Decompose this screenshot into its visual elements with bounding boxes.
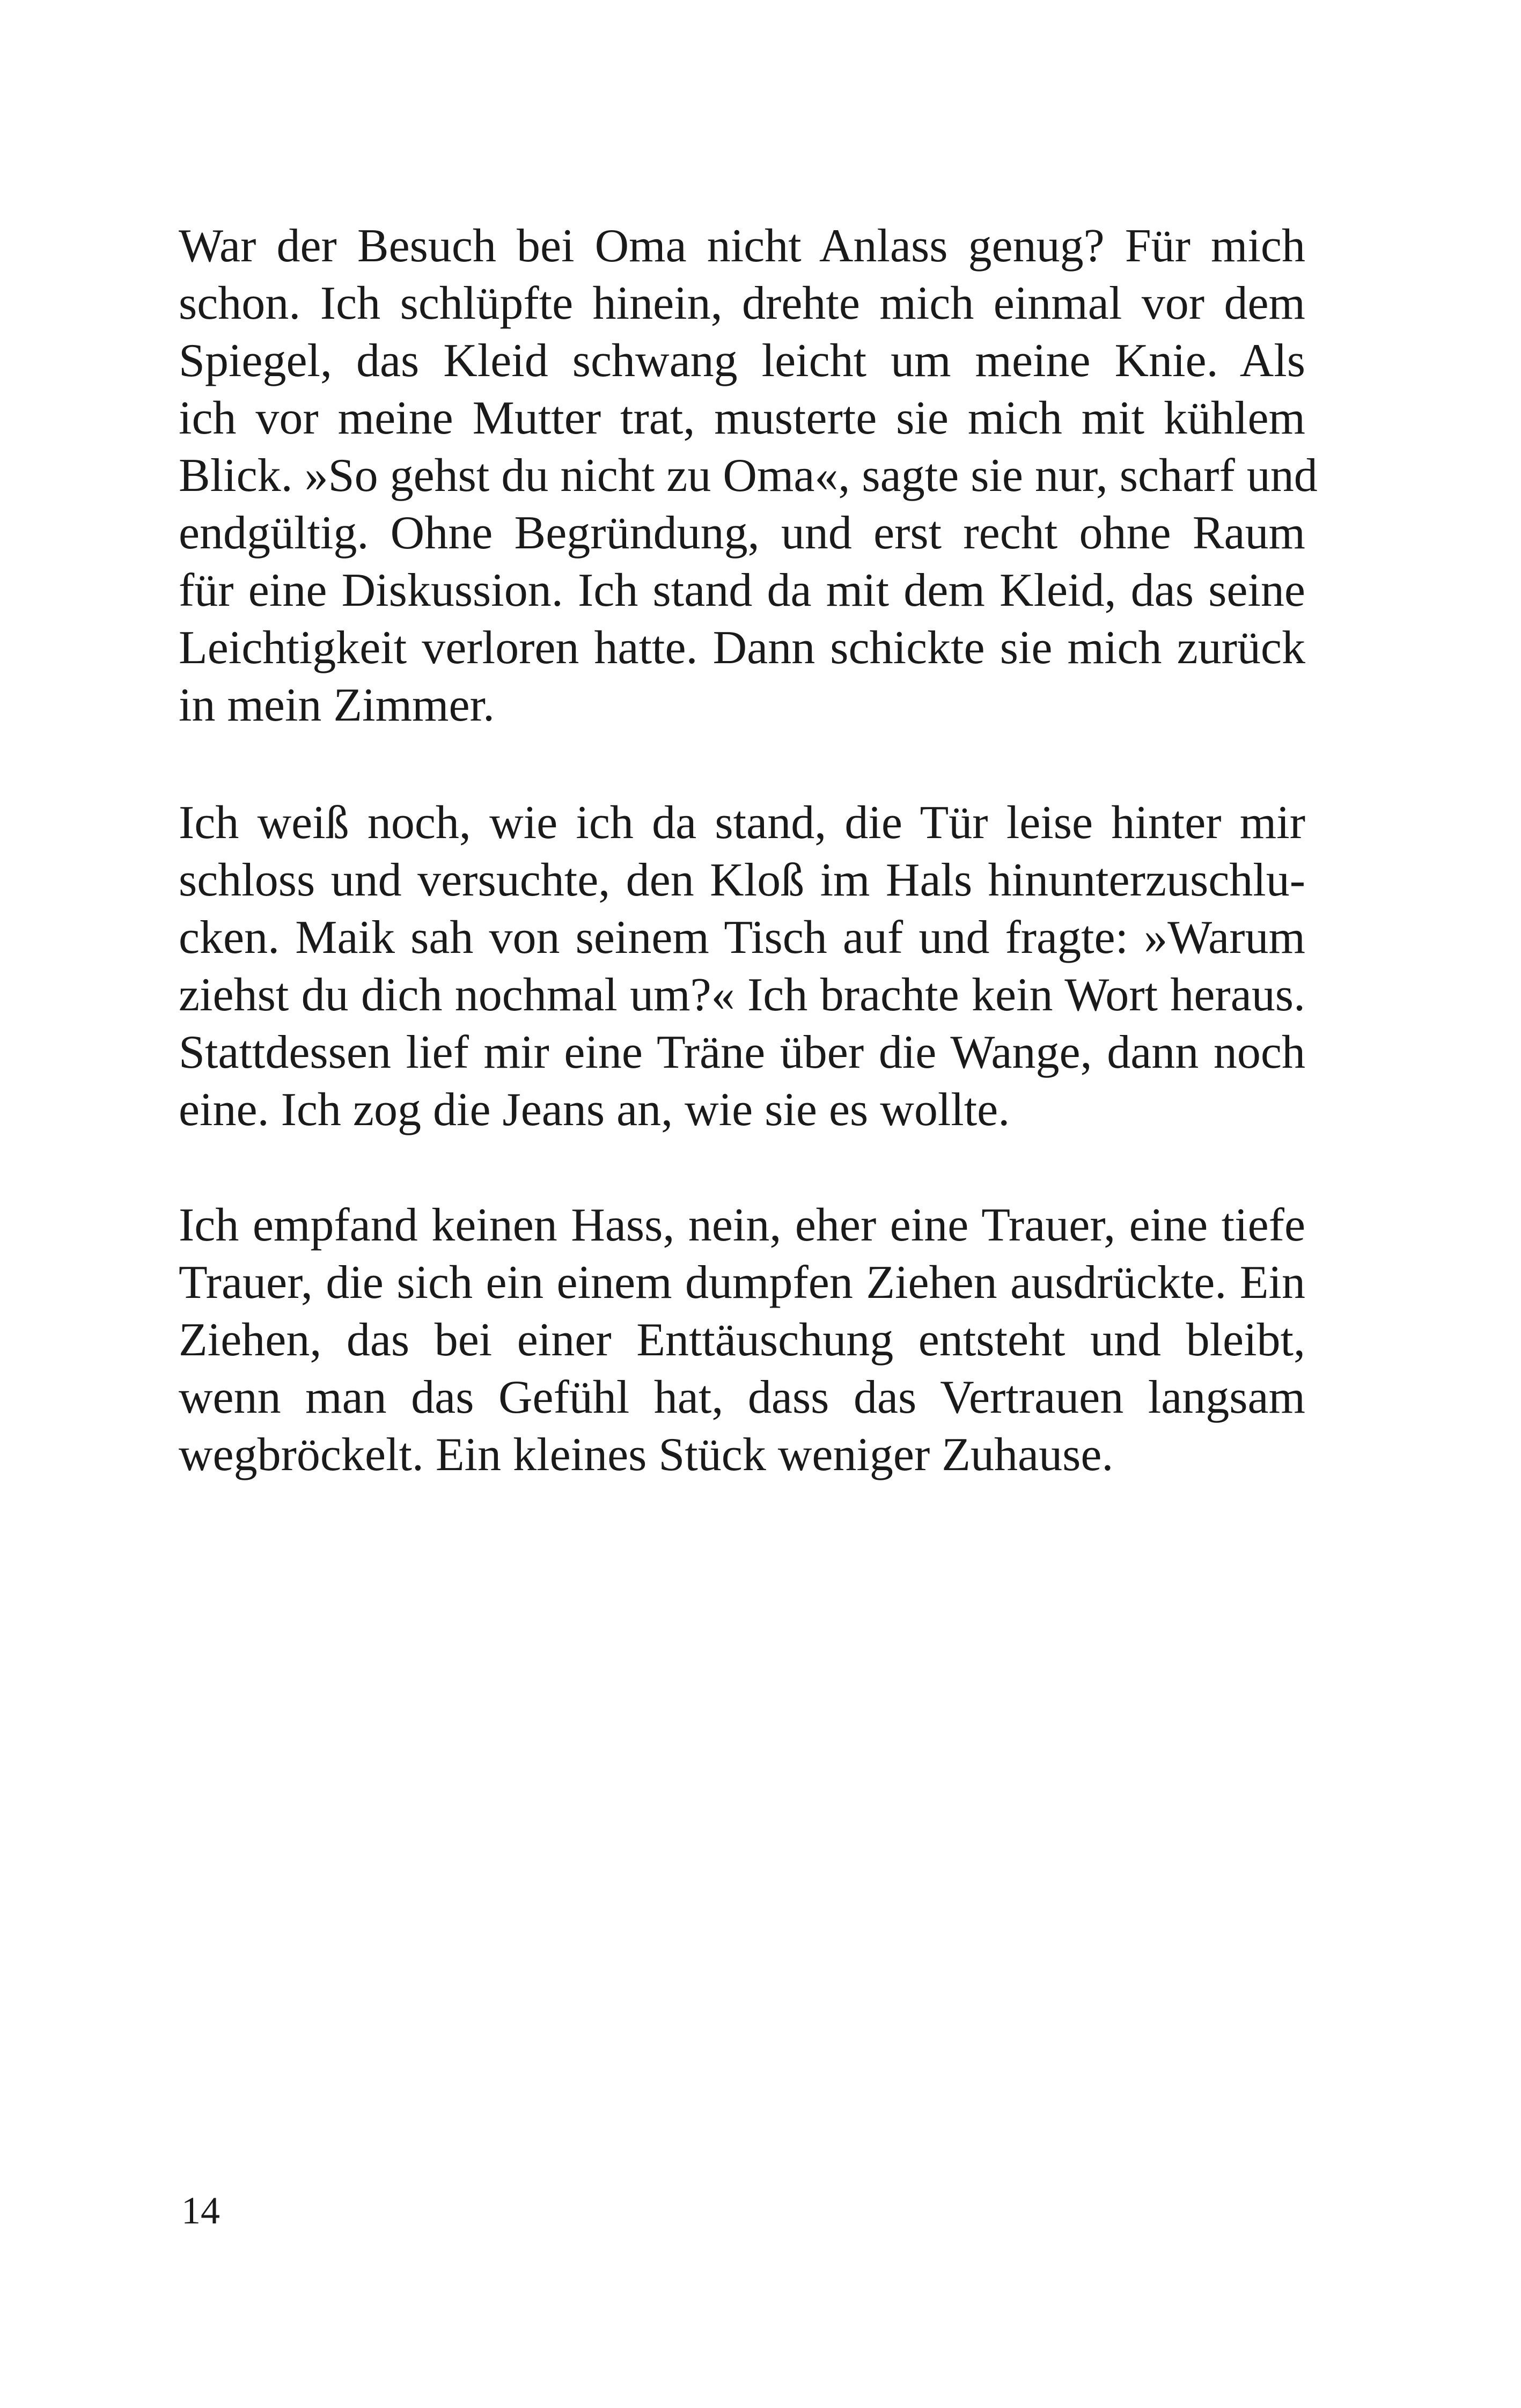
text-line: ziehst du dich nochmal um?« Ich brachte kein Wort heraus.: [179, 969, 1305, 1021]
text-line: wegbröckelt. Ein kleines Stück weniger Zuhause.: [179, 1429, 1114, 1481]
text-line: Blick. »So gehst du nicht zu Oma«, sagte sie nur, scharf und: [179, 450, 1318, 502]
text-line: eine. Ich zog die Jeans an, wie sie es wollte.: [179, 1084, 1010, 1136]
text-line: endgültig. Ohne Begründung, und erst recht ohne Raum: [179, 507, 1305, 559]
text-line: schloss und versuchte, den Kloß im Hals hinunterzuschlu-: [179, 854, 1305, 906]
text-line: schon. Ich schlüpfte hinein, drehte mich einmal vor dem: [179, 277, 1305, 329]
text-line: Trauer, die sich ein einem dumpfen Ziehen ausdrückte. Ein: [179, 1257, 1305, 1309]
text-line: in mein Zimmer.: [179, 679, 495, 731]
paragraph-2: [179, 794, 1305, 1139]
text-line: cken. Maik sah von seinem Tisch auf und fragte: »Warum: [179, 912, 1305, 964]
text-line: Ziehen, das bei einer Enttäuschung entsteht und bleibt,: [179, 1314, 1305, 1366]
text-line: Stattdessen lief mir eine Träne über die Wange, dann noch: [179, 1026, 1305, 1078]
paragraph-1: [179, 217, 1318, 734]
text-line: für eine Diskussion. Ich stand da mit dem Kleid, das seine: [179, 564, 1305, 616]
text-line: War der Besuch bei Oma nicht Anlass genug? Für mich: [179, 220, 1305, 272]
text-line: ich vor meine Mutter trat, musterte sie mich mit kühlem: [179, 392, 1305, 444]
text-line: wenn man das Gefühl hat, dass das Vertrauen langsam: [179, 1371, 1305, 1423]
page-number: 14: [181, 2189, 220, 2232]
text-line: Leichtigkeit verloren hatte. Dann schickte sie mich zurück: [179, 622, 1305, 674]
text-line: Ich empfand keinen Hass, nein, eher eine Trauer, eine tiefe: [179, 1199, 1305, 1251]
text-line: Spiegel, das Kleid schwang leicht um meine Knie. Als: [179, 335, 1305, 387]
paragraph-3: [179, 1196, 1305, 1484]
text-line: Ich weiß noch, wie ich da stand, die Tür leise hinter mir: [179, 797, 1305, 849]
